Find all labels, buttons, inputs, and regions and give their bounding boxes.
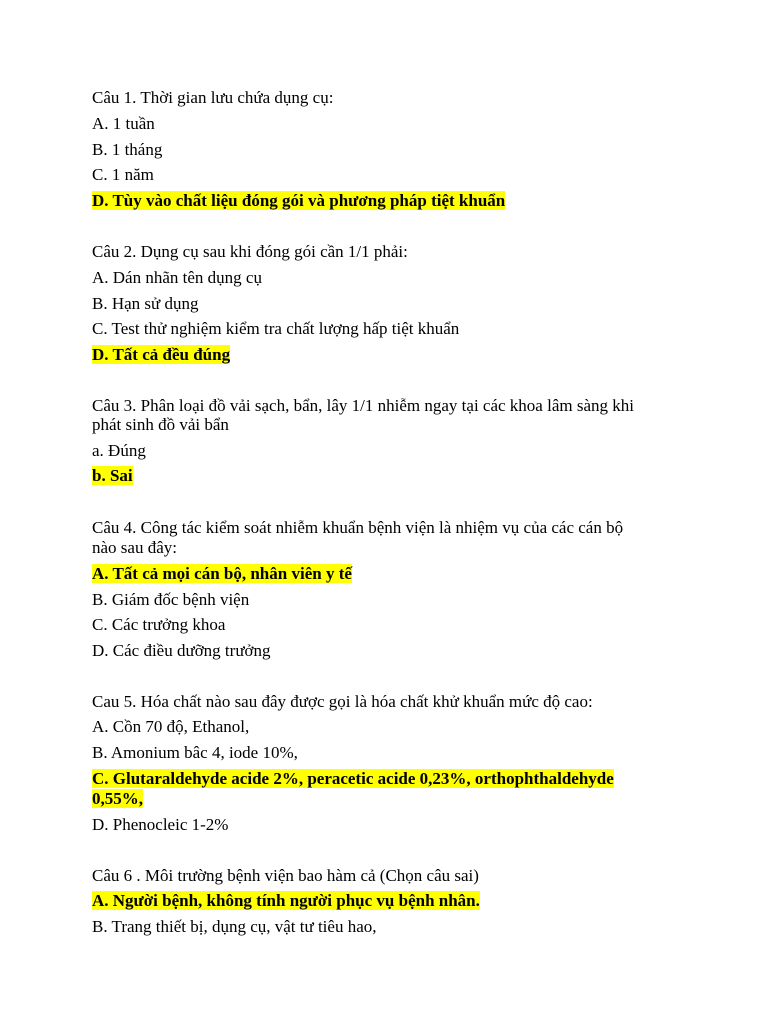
question-3-option-a: a. Đúng <box>92 441 146 460</box>
question-3-prompt: Câu 3. Phân loại đồ vải sạch, bẩn, lây 1/1 nhiễm ngay tại các khoa lâm sàng khi <box>92 396 634 415</box>
question-2-option-d-answer: D. Tất cả đều đúng <box>92 345 231 364</box>
question-6-option-b: B. Trang thiết bị, dụng cụ, vật tư tiêu hao, <box>92 917 377 936</box>
question-4-option-a-answer: A. Tất cả mọi cán bộ, nhân viên y tế <box>92 564 352 583</box>
question-1-option-b: B. 1 tháng <box>92 140 163 159</box>
question-3-option-b-answer: b. Sai <box>92 466 133 485</box>
question-5-option-a: A. Cồn 70 độ, Ethanol, <box>92 717 250 736</box>
question-5-option-c-answer: C. Glutaraldehyde acide 2%, peracetic acide 0,23%, orthophthaldehyde <box>92 769 614 788</box>
question-1-option-a: A. 1 tuần <box>92 114 155 133</box>
question-1-option-c: C. 1 năm <box>92 165 154 184</box>
question-4-option-c: C. Các trưởng khoa <box>92 615 226 634</box>
question-6-option-a-answer: A. Người bệnh, không tính người phục vụ bệnh nhân. <box>92 891 480 910</box>
question-1-option-d-answer: D. Tùy vào chất liệu đóng gói và phương pháp tiệt khuẩn <box>92 191 506 210</box>
question-4-option-d: D. Các điều dưỡng trưởng <box>92 641 271 660</box>
question-6-prompt: Câu 6 . Môi trường bệnh viện bao hàm cả (Chọn câu sai) <box>92 866 479 885</box>
question-2-option-a: A. Dán nhãn tên dụng cụ <box>92 268 262 287</box>
question-5-option-b: B. Amonium bâc 4, iode 10%, <box>92 743 298 762</box>
question-5-option-d: D. Phenocleic 1-2% <box>92 815 229 834</box>
question-1-prompt: Câu 1. Thời gian lưu chứa dụng cụ: <box>92 88 334 107</box>
question-5-prompt: Cau 5. Hóa chất nào sau đây được gọi là hóa chất khử khuẩn mức độ cao: <box>92 692 593 711</box>
question-4-prompt-cont: nào sau đây: <box>92 538 177 557</box>
question-2-prompt: Câu 2. Dụng cụ sau khi đóng gói cần 1/1 phải: <box>92 242 408 261</box>
question-2-option-c: C. Test thử nghiệm kiểm tra chất lượng hấp tiệt khuẩn <box>92 319 460 338</box>
question-4-option-b: B. Giám đốc bệnh viện <box>92 590 250 609</box>
question-5-option-c-answer-cont: 0,55%, <box>92 789 143 808</box>
question-4-prompt: Câu 4. Công tác kiểm soát nhiễm khuẩn bệnh viện là nhiệm vụ của các cán bộ <box>92 518 624 537</box>
question-2-option-b: B. Hạn sử dụng <box>92 294 199 313</box>
question-3-prompt-cont: phát sinh đồ vải bẩn <box>92 415 229 434</box>
